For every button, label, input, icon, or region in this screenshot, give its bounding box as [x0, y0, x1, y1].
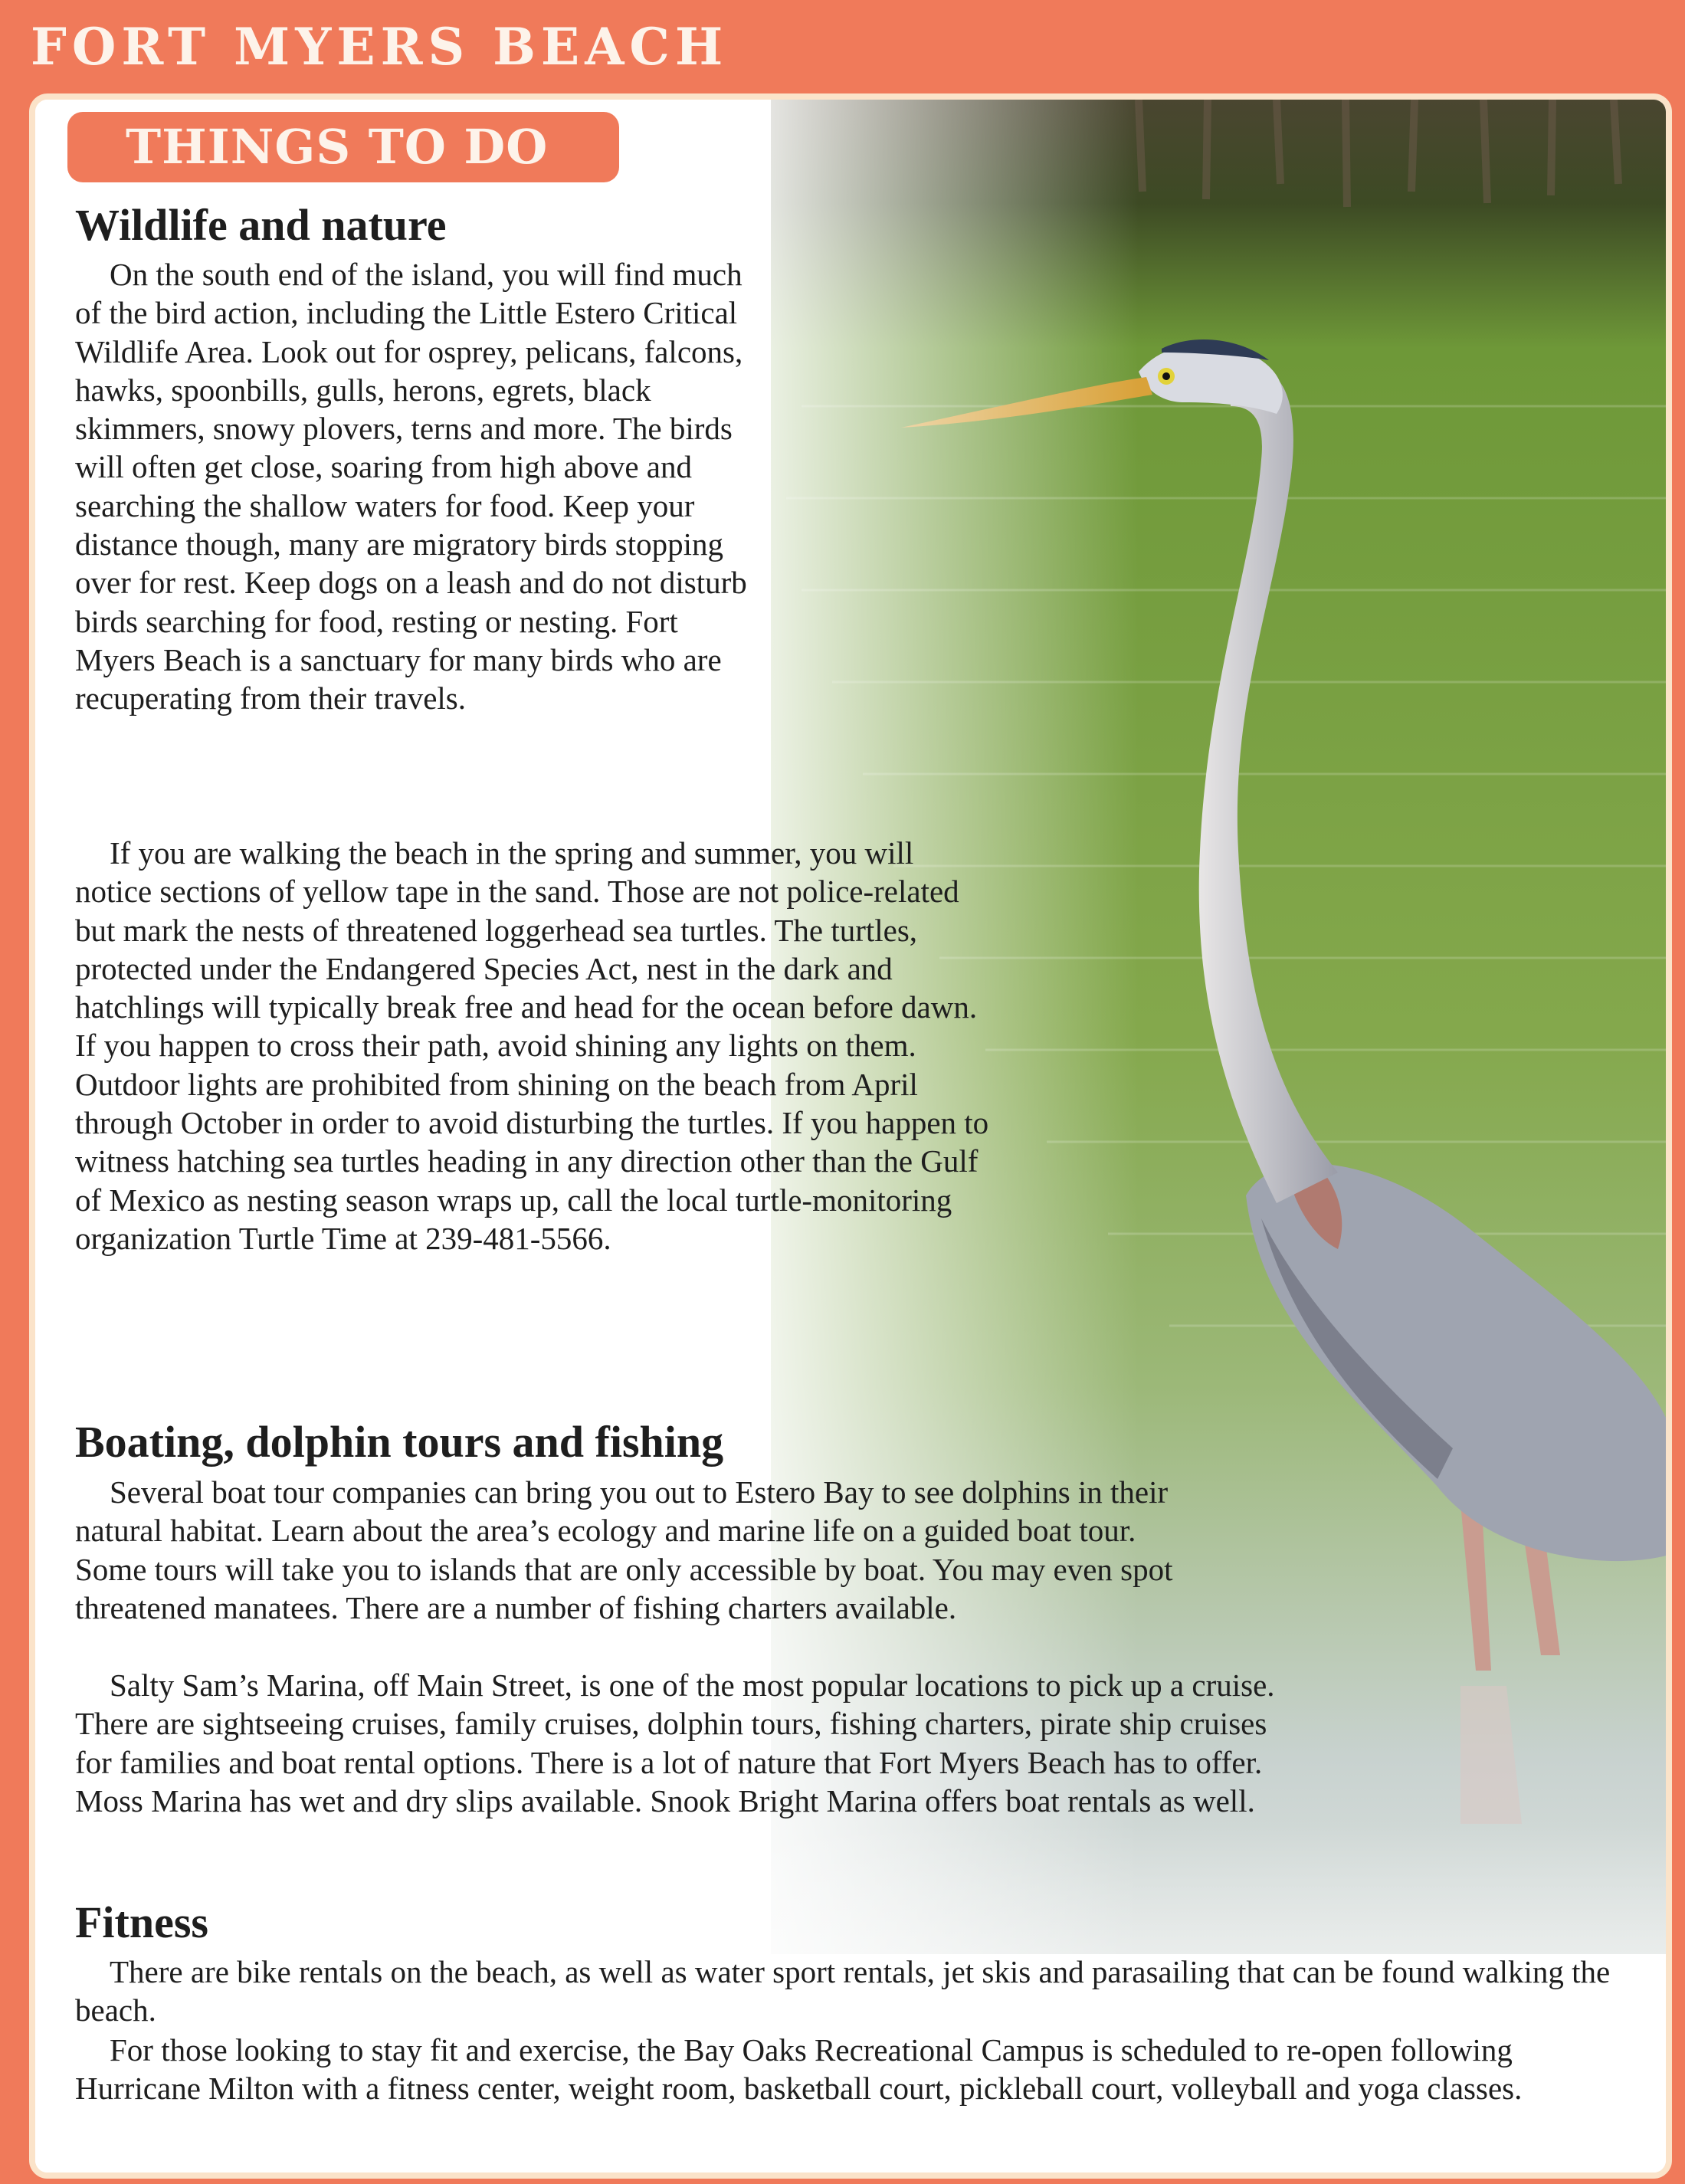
paragraph-wildlife-2: If you are walking the beach in the spring and summer, you will notice sections of yellow tape in the sand. Those are not police-related but mark the nests of threatened loggerhead sea turtles. The turtles, protected under the Endangered Species Act, nest in the dark and hatchlings will typically break free and head for the ocean before dawn. If you happen to cross their path, avoid shining any lights on them. Outdoor lights are prohibited from shining on the beach from April through October in order to avoid disturbing the turtles. If you happen to witness hatching sea turtles heading in any direction other than the Gulf of Mexico as nesting season wraps up, call the local turtle-monitoring organization Turtle Time at 239-481-5566.: [75, 835, 989, 1256]
heading-fitness: Fitness: [75, 1897, 208, 1947]
paragraph-boating-2: Salty Sam’s Marina, off Main Street, is one of the most popular locations to pick up a cruise. There are sightseeing cruises, family cruises, dolphin tours, fishing charters, pirate ship cruises for families and boat rental options. There is a lot of nature that Fort Myers Beach has to offer. Moss Marina has wet and dry slips available. Snook Bright Marina offers boat rentals as well.: [75, 1668, 1275, 1818]
heading-boating: Boating, dolphin tours and fishing: [75, 1417, 724, 1467]
section-tab-things-to-do: THINGS TO DO: [67, 112, 619, 182]
paragraph-wildlife-1: On the south end of the island, you will find much of the bird action, including the Little Estero Critical Wildlife Area. Look out for osprey, pelicans, falcons, hawks, spoonbills, gulls, herons, egrets, black skimmers, snowy plovers, terns and more. The birds will often get close, soaring from high above and searching the shallow waters for food. Keep your distance though, many are migratory birds stopping over for rest. Keep dogs on a leash and do not disturb birds searching for food, resting or nesting. Fort Myers Beach is a sanctuary for many birds who are recuperating from their travels.: [75, 257, 747, 717]
masthead-title: FORT MYERS BEACH: [31, 17, 729, 77]
heading-wildlife: Wildlife and nature: [75, 200, 447, 250]
content-panel: [29, 93, 1672, 2179]
paragraph-fitness-2: For those looking to stay fit and exercise, the Bay Oaks Recreational Campus is scheduled to re-open following Hurricane Milton with a fitness center, weight room, basketball court, pickleball court, volleyball and yoga classes.: [75, 2032, 1523, 2107]
paragraph-boating-1: Several boat tour companies can bring you out to Estero Bay to see dolphins in their natural habitat. Learn about the area’s ecology and marine life on a guided boat tour. Some tours will take you to islands that are only accessible by boat. You may even spot threatened manatees. There are a number of fishing charters available.: [75, 1474, 1173, 1625]
paragraph-fitness-1: There are bike rentals on the beach, as well as water sport rentals, jet skis and parasailing that can be found walking the beach.: [75, 1954, 1611, 2028]
